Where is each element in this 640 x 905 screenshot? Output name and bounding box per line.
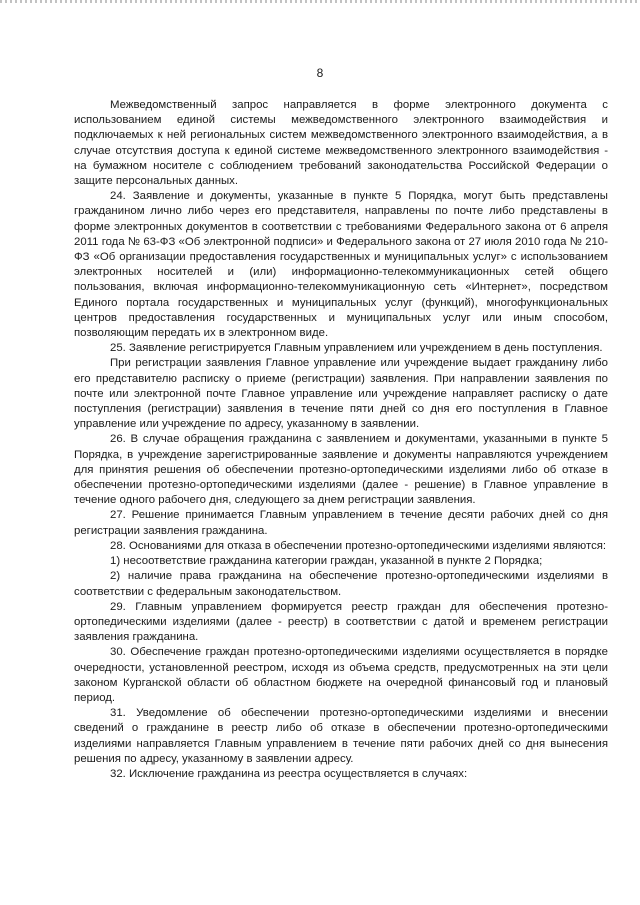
scan-edge bbox=[0, 0, 640, 3]
list-item-2: 2) наличие права гражданина на обеспечение протезно-ортопедическими изделиями в соответствии с федеральным законодательством. bbox=[74, 570, 608, 598]
paragraph-30: 30. Обеспечение граждан протезно-ортопедическими изделиями осуществляется в порядке очередности, установленной реестром, исходя из объема средств, предусмотренных на эти цели законом Курганской области об областном бюджете на очередной финансовый год и плановый период. bbox=[74, 646, 608, 704]
list-item-1: 1) несоответствие гражданина категории граждан, указанной в пункте 2 Порядка; bbox=[110, 555, 543, 568]
paragraph-28: 28. Основаниями для отказа в обеспечении протезно-ортопедическими изделиями являются: bbox=[110, 539, 607, 552]
paragraph-26: 26. В случае обращения гражданина с заявлением и документами, указанными в пункте 5 Порядка, в учреждение зарегистрированные заявление и документы направляются учреждением для принятия решения об обеспечении протезно-ортопедическими изделиями либо об отказе в обеспечении протезно-ортопедическими изделиями (далее - решение) в Главное управление в течение одного рабочего дня, следующего за днем регистрации заявления. bbox=[74, 433, 608, 507]
document-body bbox=[74, 98, 608, 782]
paragraph-interagency-request: Межведомственный запрос направляется в форме электронного документа с использованием единой системы межведомственного электронного взаимодействия и подключаемых к ней региональных систем межведомственного электронного взаимодействия, а в случае отсутствия доступа к единой системе межведомственного электронного взаимодействия - на бумажном носителе с соблюдением требований законодательства Российской Федерации о защите персональных данных. bbox=[74, 99, 608, 188]
page-number: 8 bbox=[316, 66, 324, 80]
paragraph-24: 24. Заявление и документы, указанные в пункте 5 Порядка, могут быть представлены гражданином лично либо через его представителя, направлены по почте либо представлены в форме электронных документов в соответствии с требованиями Федерального закона от 6 апреля 2011 года № 63-ФЗ «Об электронной подписи» и Федерального закона от 27 июля 2010 года № 210-ФЗ «Об организации предоставления государственных и муниципальных услуг» с использованием электронных носителей и (или) информационно-телекоммуникационных сетей общего пользования, включая информационно-телекоммуникационную сеть «Интернет», посредством Единого портала государственных и муниципальных услуг (функций), многофункциональных центров предоставления государственных и муниципальных услуг или иным способом, позволяющим передать их в электронном виде. bbox=[74, 190, 608, 340]
paragraph-25: 25. Заявление регистрируется Главным управлением или учреждением в день поступления. bbox=[110, 342, 603, 355]
paragraph-27: 27. Решение принимается Главным управлением в течение десяти рабочих дней со дня регистрации заявления гражданина. bbox=[74, 509, 608, 537]
paragraph-29: 29. Главным управлением формируется реестр граждан для обеспечения протезно-ортопедическими изделиями (далее - реестр) в соответствии с датой и временем регистрации заявления гражданина. bbox=[74, 600, 608, 644]
paragraph-31: 31. Уведомление об обеспечении протезно-ортопедическими изделиями и внесении сведений о гражданине в реестр либо об отказе в обеспечении протезно-ортопедическими изделиями направляется Главным управлением в течение пяти рабочих дней со дня вынесения решения по адресу, указанному в заявлении адресу. bbox=[74, 707, 608, 765]
paragraph-32: 32. Исключение гражданина из реестра осуществляется в случаях: bbox=[110, 767, 468, 780]
paragraph-25-registration: При регистрации заявления Главное управление или учреждение выдает гражданину либо его представителю расписку о приеме (регистрации) заявления. При направлении заявления по почте или электронной почте Главное управление или учреждение направляет расписку о дате поступления (регистрации) заявления в течение пяти дней со дня его поступления в Главное управление или учреждение по адресу, указанному в заявлении. bbox=[74, 357, 608, 431]
